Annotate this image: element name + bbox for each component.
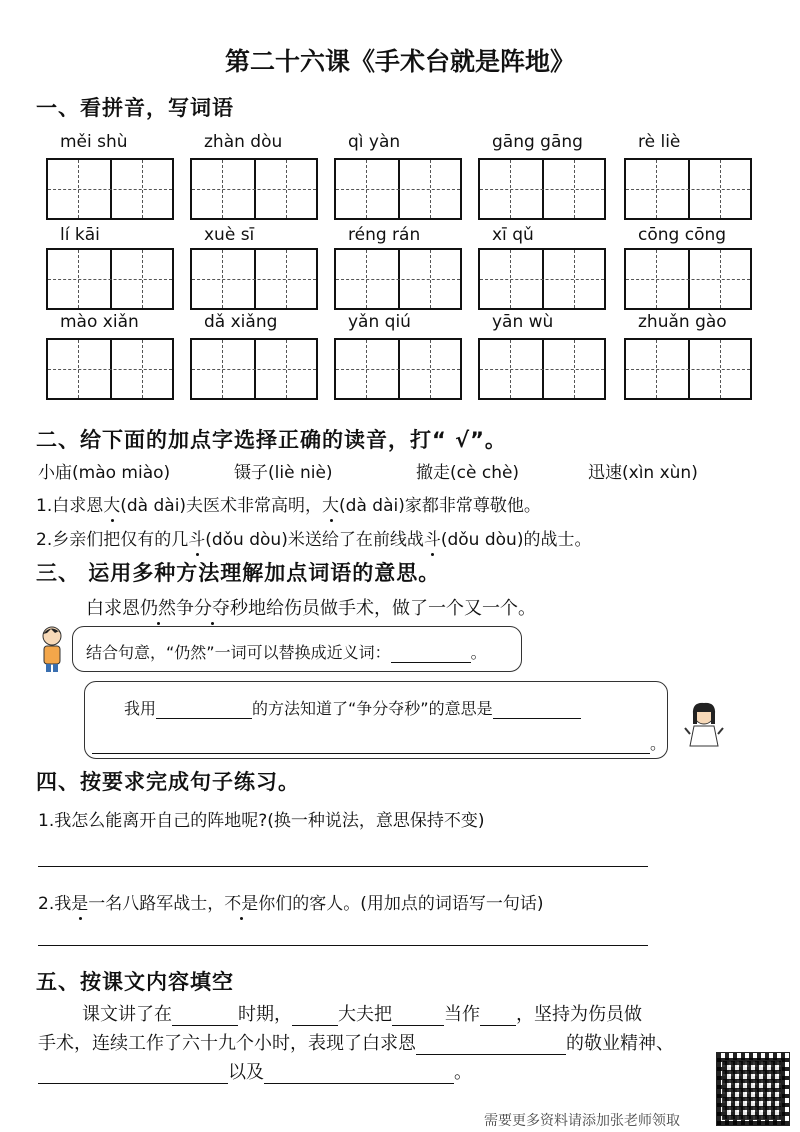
q1-part1: 1.白求恩 xyxy=(36,496,104,516)
task2-c: 你们的客人。(用加点的词语写一句话) xyxy=(258,894,544,914)
reading-question-2 xyxy=(36,525,591,550)
task2-a: 2.我 xyxy=(38,894,72,914)
fill-line-1 xyxy=(82,1000,642,1026)
pinyin-label: yān wù xyxy=(492,312,554,332)
writing-box[interactable] xyxy=(624,338,752,400)
pinyin-label: dǎ xiǎng xyxy=(204,312,278,332)
synonym-blank[interactable] xyxy=(391,644,471,663)
bubble2-end: 。 xyxy=(650,734,667,753)
sentence-task-2 xyxy=(38,889,544,914)
blank-doctor[interactable] xyxy=(292,1007,338,1026)
task2-b: 一名八路军战士， xyxy=(88,894,225,914)
q2-dot-char1: 斗 xyxy=(188,530,206,550)
writing-box[interactable] xyxy=(46,338,174,400)
reading-word-1: 小庙(mào miào) xyxy=(38,463,171,483)
writing-box[interactable] xyxy=(334,338,462,400)
bubble-synonym-text xyxy=(86,640,487,663)
reading-word-3: 撤走(cè chè) xyxy=(416,463,520,483)
sentence-pre: 白求恩 xyxy=(86,598,140,619)
section3-heading: 三、 运用多种方法理解加点词语的意思。 xyxy=(36,561,441,585)
pinyin-label: xuè sī xyxy=(204,225,255,245)
l1-a: 课文讲了在 xyxy=(82,1004,172,1025)
girl-avatar xyxy=(684,700,724,748)
fill-line-3 xyxy=(38,1058,472,1084)
meaning-blank-1[interactable] xyxy=(493,700,581,719)
blank-period[interactable] xyxy=(172,1007,238,1026)
l1-d: 当作 xyxy=(444,1004,480,1025)
pinyin-label: lí kāi xyxy=(60,225,100,245)
q1-dot-char2: 大 xyxy=(322,496,340,516)
page-title: 第二十六课《手术台就是阵地》 xyxy=(224,47,575,76)
sentence-post: 地给伤员做手术，做了一个又一个。 xyxy=(248,598,536,619)
pinyin-label: xī qǔ xyxy=(492,225,534,245)
writing-box[interactable] xyxy=(478,158,606,220)
writing-box[interactable] xyxy=(478,248,606,310)
reading-word-4: 迅速(xìn xùn) xyxy=(588,463,698,483)
task2-dot2: 不是 xyxy=(224,894,259,914)
pinyin-label: zhuǎn gào xyxy=(638,312,727,332)
sentence-dot-word2: 争分夺秒 xyxy=(176,598,248,619)
section3-sentence xyxy=(86,594,536,620)
pinyin-label: qì yàn xyxy=(348,132,401,152)
section2-heading: 二、给下面的加点字选择正确的读音，打“ √”。 xyxy=(36,428,507,452)
l2-a: 手术，连续工作了六十九个小时，表现了白求恩 xyxy=(38,1033,416,1054)
q1-dot-char1: 大 xyxy=(103,496,121,516)
pinyin-label: měi shù xyxy=(60,132,128,152)
boy-avatar xyxy=(38,625,66,673)
reading-question-1 xyxy=(36,491,541,516)
blank-spirit[interactable] xyxy=(416,1036,566,1055)
writing-box[interactable] xyxy=(190,158,318,220)
bubble2-b: 的方法知道了“争分夺秒”的意思是 xyxy=(252,699,493,718)
l1-e: ，坚持为伤员做 xyxy=(516,1004,642,1025)
fill-line-2 xyxy=(38,1029,674,1055)
writing-box[interactable] xyxy=(624,248,752,310)
blank-object[interactable] xyxy=(392,1007,444,1026)
meaning-blank-2[interactable] xyxy=(92,735,650,754)
answer-line-1[interactable] xyxy=(38,866,648,867)
pinyin-label: gāng gāng xyxy=(492,132,583,152)
writing-box[interactable] xyxy=(46,248,174,310)
l2-b: 的敬业精神、 xyxy=(566,1033,674,1054)
sentence-dot-word1: 仍然 xyxy=(140,598,176,619)
l1-b: 时期， xyxy=(238,1004,292,1025)
writing-box[interactable] xyxy=(190,338,318,400)
q1-part2: (dà dài)夫医术非常高明， xyxy=(120,496,323,516)
section4-heading: 四、按要求完成句子练习。 xyxy=(36,770,300,794)
blank-quality-1[interactable] xyxy=(38,1065,228,1084)
blank-as[interactable] xyxy=(480,1007,516,1026)
writing-box[interactable] xyxy=(46,158,174,220)
section5-heading: 五、按课文内容填空 xyxy=(36,970,234,994)
bubble1-end: 。 xyxy=(470,643,487,662)
bubble2-a: 我用 xyxy=(124,699,157,718)
pinyin-label: rè liè xyxy=(638,132,681,152)
bubble-method-line1 xyxy=(124,696,581,719)
writing-box[interactable] xyxy=(334,248,462,310)
q2-part1: 2.乡亲们把仅有的几 xyxy=(36,530,189,550)
l3-b: 。 xyxy=(454,1062,472,1083)
sentence-task-1: 1.我怎么能离开自己的阵地呢?(换一种说法，意思保持不变) xyxy=(38,811,485,831)
method-blank[interactable] xyxy=(156,700,252,719)
writing-box[interactable] xyxy=(624,158,752,220)
qr-code-2 xyxy=(722,1060,782,1120)
bubble1-text: 结合句意，“仍然”一词可以替换成近义词： xyxy=(86,643,391,662)
pinyin-label: cōng cōng xyxy=(638,225,727,245)
writing-box[interactable] xyxy=(478,338,606,400)
q2-part3: (dǒu dòu)的战士。 xyxy=(440,530,592,550)
q2-dot-char2: 斗 xyxy=(423,530,441,550)
footer-note: 需要更多资料请添加张老师领取 xyxy=(484,1113,680,1129)
l1-c: 大夫把 xyxy=(338,1004,392,1025)
bubble-method-line2 xyxy=(92,731,666,754)
l3-a: 以及 xyxy=(228,1062,264,1083)
pinyin-label: réng rán xyxy=(348,225,421,245)
task2-dot1: 是 xyxy=(71,894,89,914)
writing-box[interactable] xyxy=(190,248,318,310)
q2-part2: (dǒu dòu)米送给了在前线战 xyxy=(205,530,424,550)
answer-line-2[interactable] xyxy=(38,945,648,946)
writing-box[interactable] xyxy=(334,158,462,220)
reading-word-2: 镊子(liè niè) xyxy=(234,463,333,483)
pinyin-label: zhàn dòu xyxy=(204,132,283,152)
blank-quality-2[interactable] xyxy=(264,1065,454,1084)
pinyin-label: mào xiǎn xyxy=(60,312,139,332)
section1-heading: 一、看拼音，写词语 xyxy=(36,96,234,120)
q1-part3: (dà dài)家都非常尊敬他。 xyxy=(339,496,541,516)
pinyin-label: yǎn qiú xyxy=(348,312,411,332)
